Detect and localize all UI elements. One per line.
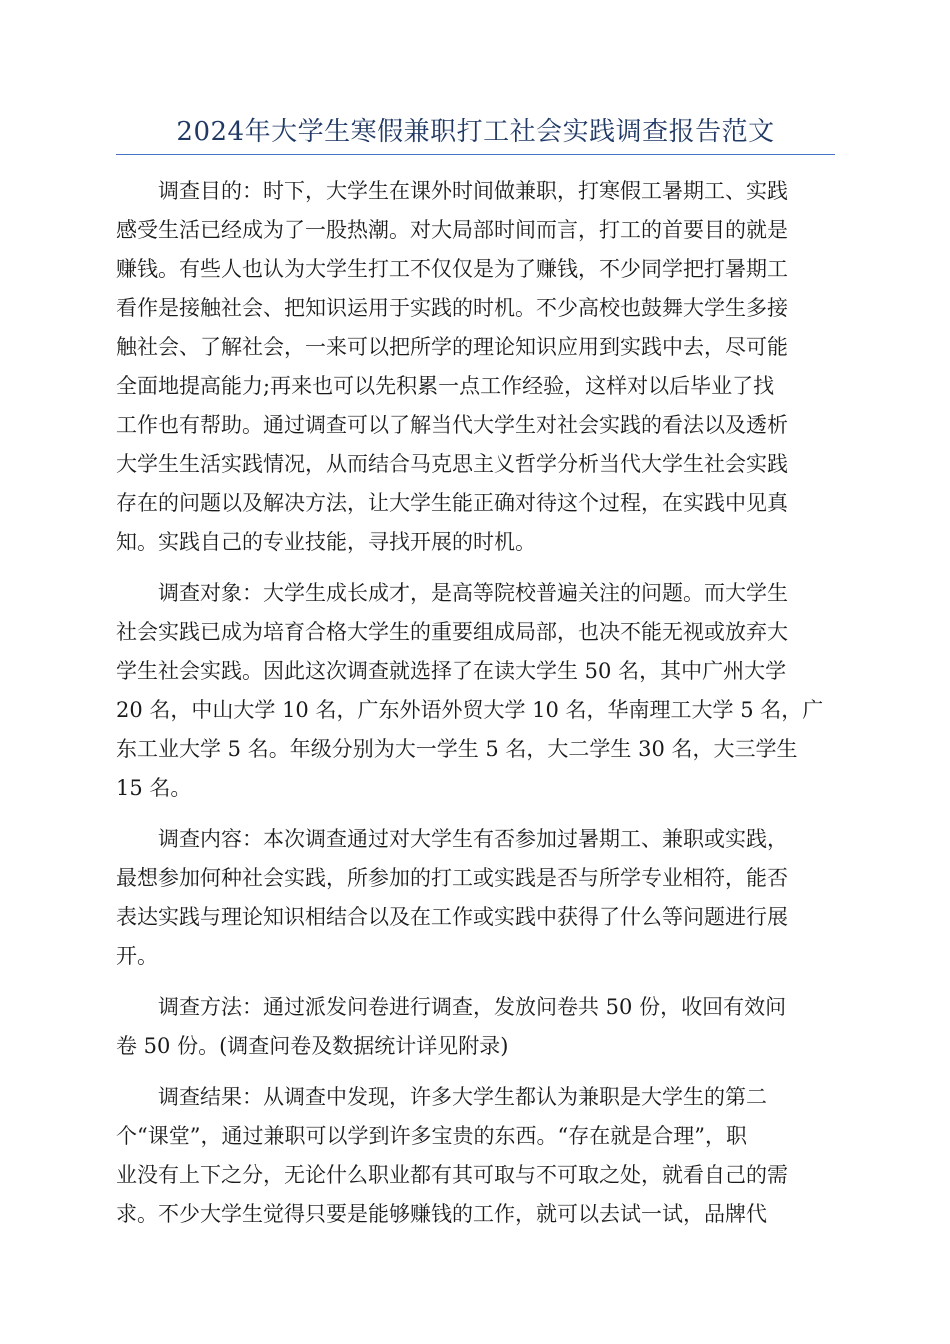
document-body [116,172,835,1246]
text-line: 调查内容：本次调查通过对大学生有否参加过暑期工、兼职或实践， [158,827,788,851]
text-line: 调查对象：大学生成长成才，是高等院校普遍关注的问题。而大学生 [158,581,788,605]
text-line: 15 名。 [116,776,192,800]
text-line: 20 名，中山大学 10 名，广东外语外贸大学 10 名，华南理工大学 5 名，广 [116,698,824,722]
text-line: 东工业大学 5 名。年级分别为大一学生 5 名，大二学生 30 名，大三学生 [116,737,798,761]
text-line: 存在的问题以及解决方法，让大学生能正确对待这个过程，在实践中见真 [116,491,788,515]
text-line: 调查结果：从调查中发现，许多大学生都认为兼职是大学生的第二 [158,1085,767,1109]
text-line: 感受生活已经成为了一股热潮。对大局部时间而言，打工的首要目的就是 [116,218,788,242]
text-line: 个“课堂”，通过兼职可以学到许多宝贵的东西。“存在就是合理”，职 [116,1124,747,1148]
title-underline [116,154,835,155]
text-line: 触社会、了解社会，一来可以把所学的理论知识应用到实践中去，尽可能 [116,335,788,359]
text-line: 看作是接触社会、把知识运用于实践的时机。不少高校也鼓舞大学生多接 [116,296,788,320]
text-line: 知。实践自己的专业技能，寻找开展的时机。 [116,530,536,554]
text-line: 开。 [116,944,158,968]
text-line: 社会实践已成为培育合格大学生的重要组成局部，也决不能无视或放弃大 [116,620,788,644]
text-line: 业没有上下之分，无论什么职业都有其可取与不可取之处，就看自己的需 [116,1163,788,1187]
paragraph-method [116,988,835,1066]
paragraph-subjects [116,574,835,808]
text-line: 赚钱。有些人也认为大学生打工不仅仅是为了赚钱，不少同学把打暑期工 [116,257,788,281]
text-line: 全面地提高能力;再来也可以先积累一点工作经验，这样对以后毕业了找 [116,374,775,398]
text-line: 大学生生活实践情况，从而结合马克思主义哲学分析当代大学生社会实践 [116,452,788,476]
text-line: 最想参加何种社会实践，所参加的打工或实践是否与所学专业相符，能否 [116,866,788,890]
text-line: 表达实践与理论知识相结合以及在工作或实践中获得了什么等问题进行展 [116,905,788,929]
paragraph-results [116,1078,835,1234]
document-title: 2024年大学生寒假兼职打工社会实践调查报告范文 [176,117,775,147]
text-line: 调查方法：通过派发问卷进行调查，发放问卷共 50 份，收回有效问 [158,995,787,1019]
paragraph-purpose [116,172,835,562]
text-line: 调查目的：时下，大学生在课外时间做兼职，打寒假工暑期工、实践 [158,179,788,203]
text-line: 求。不少大学生觉得只要是能够赚钱的工作，就可以去试一试，品牌代 [116,1202,767,1226]
paragraph-content [116,820,835,976]
text-line: 学生社会实践。因此这次调查就选择了在读大学生 50 名，其中广州大学 [116,659,787,683]
text-line: 工作也有帮助。通过调查可以了解当代大学生对社会实践的看法以及透析 [116,413,788,437]
text-line: 卷 50 份。(调查问卷及数据统计详见附录) [116,1034,509,1058]
